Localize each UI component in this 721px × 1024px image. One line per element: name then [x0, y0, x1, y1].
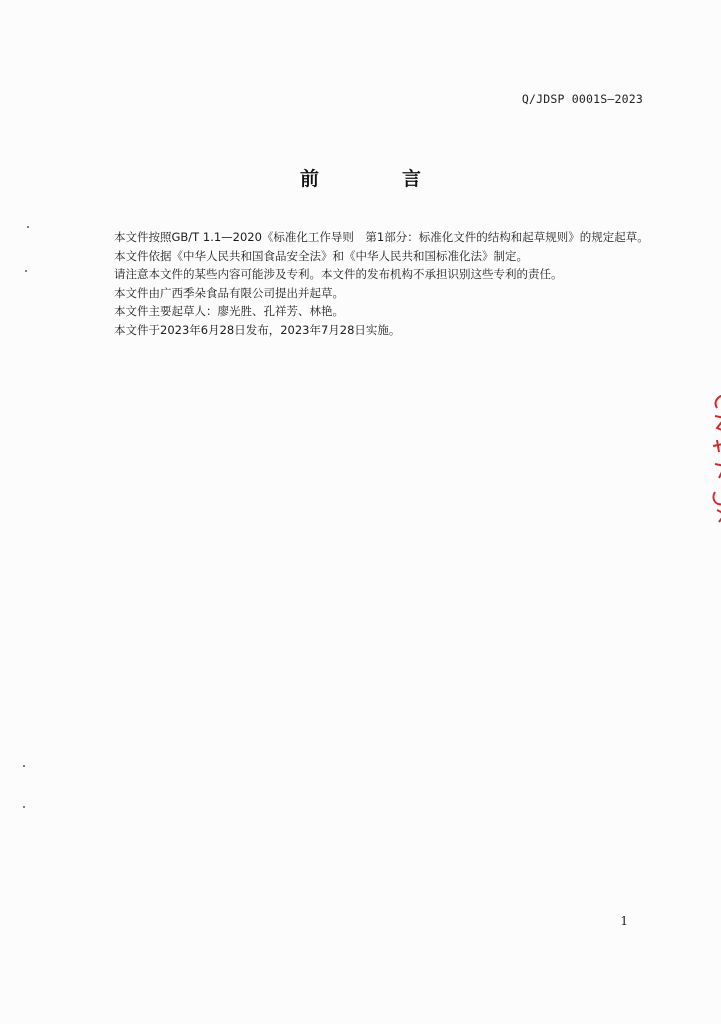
- scan-mark: [23, 765, 25, 767]
- official-seal-fragment: [707, 388, 721, 528]
- paragraph-drafting-rules: 本文件按照GB/T 1.1—2020《标准化工作导则 第1部分：标准化文件的结构和起草规则》的规定起草。: [114, 230, 649, 244]
- document-code: Q/JDSP 0001S—2023: [521, 92, 643, 106]
- scan-mark: [27, 226, 29, 228]
- scan-mark: [23, 806, 25, 808]
- foreword-body: [90, 228, 650, 340]
- page-number: 1: [620, 914, 628, 928]
- scan-mark: [25, 270, 27, 272]
- paragraph-drafters: 本文件主要起草人：廖光胜、孔祥芳、林艳。: [114, 304, 344, 319]
- section-title: 前 言: [299, 168, 453, 190]
- paragraph-dates: 本文件于2023年6月28日发布，2023年7月28日实施。: [114, 322, 401, 337]
- paragraph-proposer: 本文件由广西季朵食品有限公司提出并起草。: [114, 285, 344, 300]
- paragraph-patent-notice: 请注意本文件的某些内容可能涉及专利。本文件的发布机构不承担识别这些专利的责任。: [114, 267, 563, 282]
- paragraph-legal-basis: 本文件依据《中华人民共和国食品安全法》和《中华人民共和国标准化法》制定。: [114, 248, 528, 263]
